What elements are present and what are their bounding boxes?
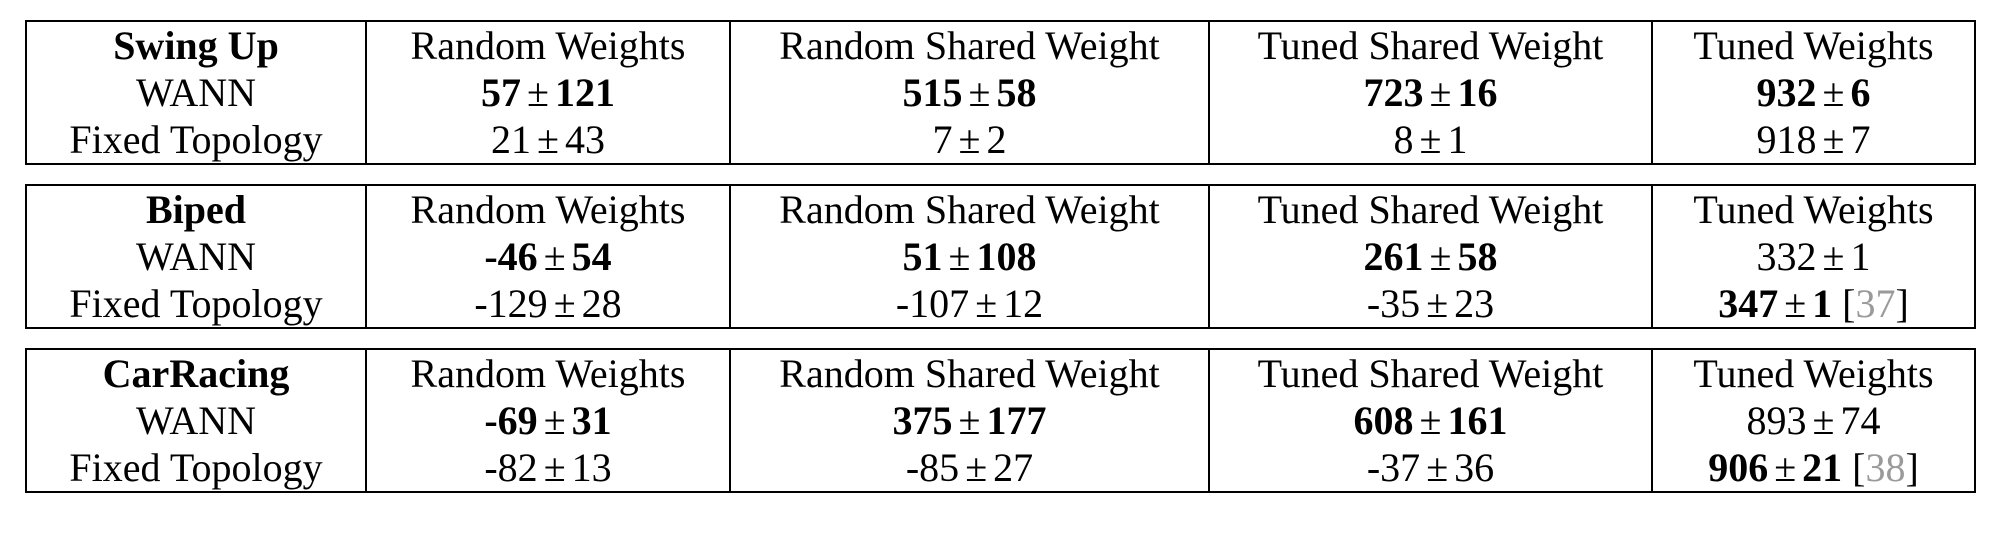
plus-minus-symbol: ± <box>968 69 991 115</box>
plus-minus-symbol: ± <box>1419 397 1442 443</box>
plus-minus-symbol: ± <box>527 69 549 115</box>
std-value: 54 <box>571 233 612 279</box>
std-value: 27 <box>993 444 1034 490</box>
std-value: 58 <box>1457 233 1498 279</box>
result-cell <box>366 397 730 444</box>
result-cell <box>1652 397 1975 444</box>
column-header: Tuned Shared Weight <box>1209 185 1652 233</box>
plus-minus-symbol: ± <box>1426 444 1449 490</box>
citation-close-bracket: ] <box>1895 280 1909 326</box>
plus-minus-symbol: ± <box>543 444 566 490</box>
plus-minus-symbol: ± <box>543 397 566 443</box>
plus-minus-symbol: ± <box>1784 280 1807 326</box>
result-cell <box>1652 444 1975 492</box>
plus-minus-symbol: ± <box>543 233 566 279</box>
column-header: Random Weights <box>366 349 730 397</box>
table-row <box>26 233 1975 280</box>
std-value: 23 <box>1454 280 1495 326</box>
result-cell <box>366 69 730 116</box>
column-header: Tuned Weights <box>1652 349 1975 397</box>
mean-value: 51 <box>902 233 943 279</box>
mean-value: -129 <box>474 280 548 326</box>
table-row <box>26 69 1975 116</box>
column-header: Tuned Shared Weight <box>1209 21 1652 69</box>
result-cell <box>1209 233 1652 280</box>
plus-minus-symbol: ± <box>1429 233 1452 279</box>
result-cell <box>366 444 730 492</box>
std-value: 74 <box>1840 397 1881 443</box>
result-cell <box>1652 233 1975 280</box>
column-header: Random Shared Weight <box>730 185 1209 233</box>
task-name: Swing Up <box>26 21 366 69</box>
row-label: WANN <box>26 69 366 116</box>
std-value: 7 <box>1850 116 1871 162</box>
table-row <box>26 444 1975 492</box>
result-cell <box>366 233 730 280</box>
std-value: 2 <box>986 116 1007 162</box>
column-header: Random Shared Weight <box>730 349 1209 397</box>
std-value: 177 <box>986 397 1047 443</box>
mean-value: 332 <box>1756 233 1817 279</box>
row-label: Fixed Topology <box>26 116 366 164</box>
std-value: 43 <box>564 116 605 162</box>
table-row <box>26 280 1975 328</box>
table-header-row <box>26 185 1975 233</box>
results-table-swing-up <box>25 20 1976 165</box>
mean-value: -85 <box>905 444 960 490</box>
result-cell <box>1652 69 1975 116</box>
result-cell <box>730 116 1209 164</box>
task-name: Biped <box>26 185 366 233</box>
column-header: Random Weights <box>366 21 730 69</box>
result-cell <box>730 69 1209 116</box>
mean-value: 608 <box>1353 397 1414 443</box>
plus-minus-symbol: ± <box>1822 69 1845 115</box>
plus-minus-symbol: ± <box>537 116 559 162</box>
result-cell <box>1652 116 1975 164</box>
std-value: 21 <box>1802 444 1843 490</box>
plus-minus-symbol: ± <box>958 116 981 162</box>
plus-minus-symbol: ± <box>1812 397 1835 443</box>
mean-value: 906 <box>1708 444 1769 490</box>
plus-minus-symbol: ± <box>965 444 988 490</box>
mean-value: 347 <box>1718 280 1779 326</box>
results-table-biped <box>25 184 1976 329</box>
std-value: 1 <box>1812 280 1833 326</box>
row-label: Fixed Topology <box>26 280 366 328</box>
std-value: 16 <box>1457 69 1498 115</box>
table-row <box>26 397 1975 444</box>
citation-open-bracket: [ <box>1852 444 1866 490</box>
plus-minus-symbol: ± <box>1426 280 1449 326</box>
result-cell <box>366 280 730 328</box>
citation-close-bracket: ] <box>1905 444 1919 490</box>
result-cell <box>1209 116 1652 164</box>
std-value: 1 <box>1447 116 1468 162</box>
column-header: Tuned Weights <box>1652 185 1975 233</box>
mean-value: -35 <box>1366 280 1421 326</box>
row-label: Fixed Topology <box>26 444 366 492</box>
plus-minus-symbol: ± <box>958 397 981 443</box>
std-value: 31 <box>571 397 612 443</box>
plus-minus-symbol: ± <box>948 233 971 279</box>
mean-value: 375 <box>892 397 953 443</box>
result-cell <box>366 116 730 164</box>
mean-value: 8 <box>1393 116 1414 162</box>
std-value: 121 <box>554 69 615 115</box>
result-cell <box>730 397 1209 444</box>
column-header: Tuned Weights <box>1652 21 1975 69</box>
mean-value: -82 <box>484 444 538 490</box>
std-value: 6 <box>1850 69 1871 115</box>
std-value: 161 <box>1447 397 1508 443</box>
plus-minus-symbol: ± <box>1822 116 1845 162</box>
result-cell <box>1209 69 1652 116</box>
plus-minus-symbol: ± <box>1429 69 1452 115</box>
results-tables <box>25 20 1974 512</box>
mean-value: -69 <box>484 397 538 443</box>
mean-value: 932 <box>1756 69 1817 115</box>
mean-value: 893 <box>1746 397 1807 443</box>
table-row <box>26 116 1975 164</box>
plus-minus-symbol: ± <box>553 280 576 326</box>
mean-value: 261 <box>1363 233 1424 279</box>
mean-value: 7 <box>932 116 953 162</box>
result-cell <box>730 444 1209 492</box>
mean-value: 515 <box>902 69 963 115</box>
std-value: 28 <box>581 280 622 326</box>
mean-value: -107 <box>895 280 970 326</box>
mean-value: 57 <box>481 69 522 115</box>
result-cell <box>1652 280 1975 328</box>
citation-number: 38 <box>1865 444 1906 490</box>
table-header-row <box>26 21 1975 69</box>
std-value: 108 <box>976 233 1037 279</box>
plus-minus-symbol: ± <box>975 280 998 326</box>
mean-value: 723 <box>1363 69 1424 115</box>
std-value: 58 <box>996 69 1037 115</box>
citation-number: 37 <box>1855 280 1896 326</box>
results-table-carracing <box>25 348 1976 493</box>
column-header: Random Shared Weight <box>730 21 1209 69</box>
citation-open-bracket: [ <box>1842 280 1856 326</box>
result-cell <box>1209 444 1652 492</box>
result-cell <box>1209 397 1652 444</box>
result-cell <box>730 280 1209 328</box>
plus-minus-symbol: ± <box>1822 233 1845 279</box>
result-cell <box>730 233 1209 280</box>
std-value: 13 <box>571 444 612 490</box>
result-cell <box>1209 280 1652 328</box>
std-value: 12 <box>1003 280 1044 326</box>
plus-minus-symbol: ± <box>1419 116 1442 162</box>
column-header: Tuned Shared Weight <box>1209 349 1652 397</box>
task-name: CarRacing <box>26 349 366 397</box>
mean-value: 918 <box>1756 116 1817 162</box>
row-label: WANN <box>26 397 366 444</box>
mean-value: -46 <box>484 233 538 279</box>
std-value: 36 <box>1454 444 1495 490</box>
mean-value: 21 <box>491 116 532 162</box>
row-label: WANN <box>26 233 366 280</box>
column-header: Random Weights <box>366 185 730 233</box>
std-value: 1 <box>1850 233 1871 279</box>
plus-minus-symbol: ± <box>1774 444 1797 490</box>
mean-value: -37 <box>1366 444 1421 490</box>
table-header-row <box>26 349 1975 397</box>
